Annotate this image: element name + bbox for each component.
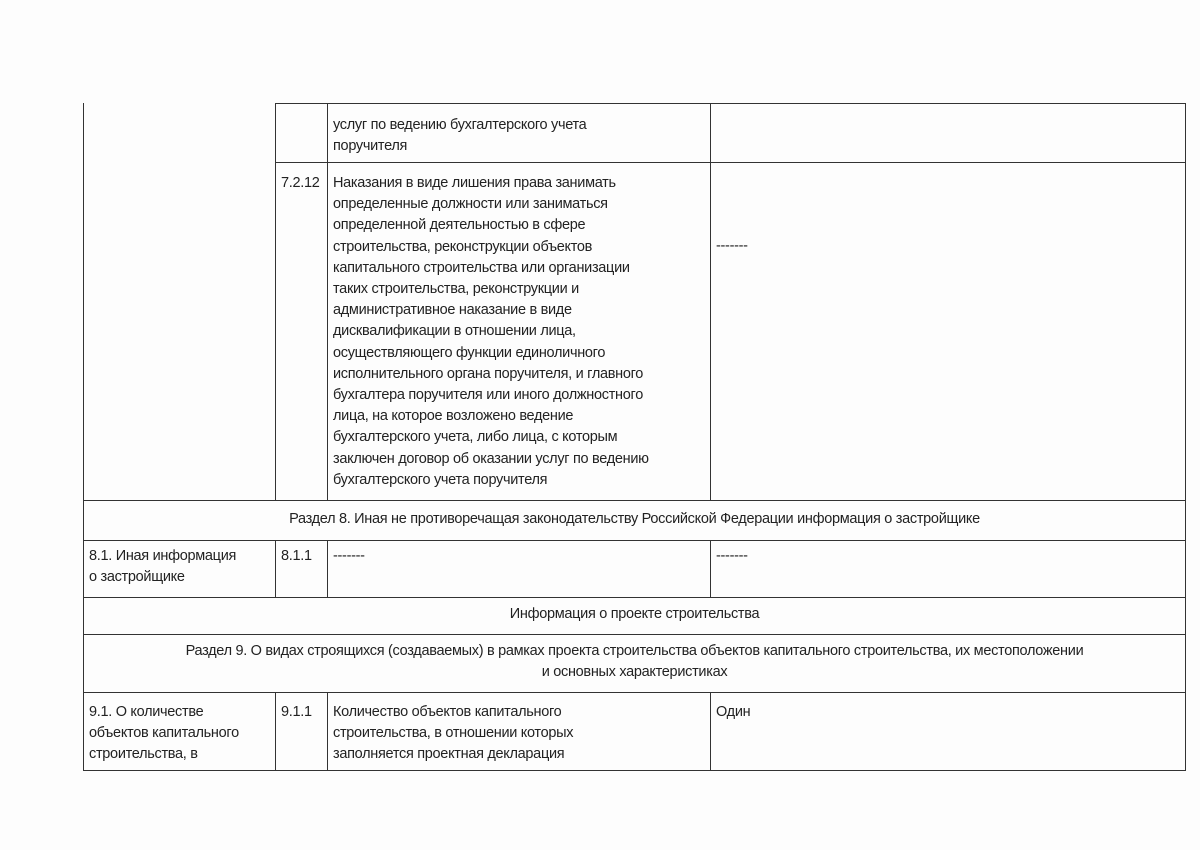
project-info-heading: Информация о проекте строительства: [509, 606, 760, 622]
item-description: -------: [333, 548, 365, 564]
table-border: [327, 692, 328, 770]
table-border: [710, 692, 711, 770]
item-value: -------: [716, 548, 748, 564]
table-border: [83, 634, 1186, 635]
table-border: [275, 103, 276, 500]
table-border: [327, 103, 328, 500]
item-number: 9.1.1: [281, 704, 312, 720]
table-row-continuation-text: услуг по ведению бухгалтерского учета поручителя: [333, 117, 587, 155]
table-border: [275, 103, 1186, 104]
item-number: 7.2.12: [281, 175, 320, 191]
item-value: Один: [716, 704, 751, 720]
subsection-label: 9.1. О количестве объектов капитального строительства, в: [89, 704, 239, 763]
table-border: [275, 540, 276, 597]
item-description: Количество объектов капитального строительства, в отношении которых заполняется проектная декларация: [333, 704, 574, 763]
subsection-label: 8.1. Иная информация о застройщике: [89, 548, 237, 586]
item-value: -------: [716, 238, 748, 254]
section-8-heading: Раздел 8. Иная не противоречащая законодательству Российской Федерации информация о застройщике: [289, 511, 980, 527]
table-border: [83, 692, 1186, 693]
table-border: [83, 770, 1186, 771]
table-border: [710, 103, 711, 500]
table-border: [83, 597, 1186, 598]
table-border: [1185, 103, 1186, 771]
table-border: [710, 540, 711, 597]
table-border: [83, 540, 1186, 541]
table-border: [275, 692, 276, 770]
table-border: [275, 162, 1186, 163]
item-number: 8.1.1: [281, 548, 312, 564]
table-border: [83, 500, 1186, 501]
item-description: Наказания в виде лишения права занимать определенные должности или заниматься определенной деятельностью в сфере строительства, реконструкции объектов капитального строительства или организации таких строительства, реконструкции и административное наказание в виде дисквалификации в отношении лица, осуществляющего функции единоличного исполнительного органа поручителя, и главного бухгалтера поручителя или иного должностного лица, на которое возложено ведение бухгалтерского учета, либо лица, с которым заключен договор об оказании услуг по ведению бухгалтерского учета поручителя: [333, 175, 649, 488]
table-border: [327, 540, 328, 597]
section-9-heading: Раздел 9. О видах строящихся (создаваемых) в рамках проекта строительства объектов капитального строительства, их местоположении и основных характеристиках: [185, 643, 1084, 681]
